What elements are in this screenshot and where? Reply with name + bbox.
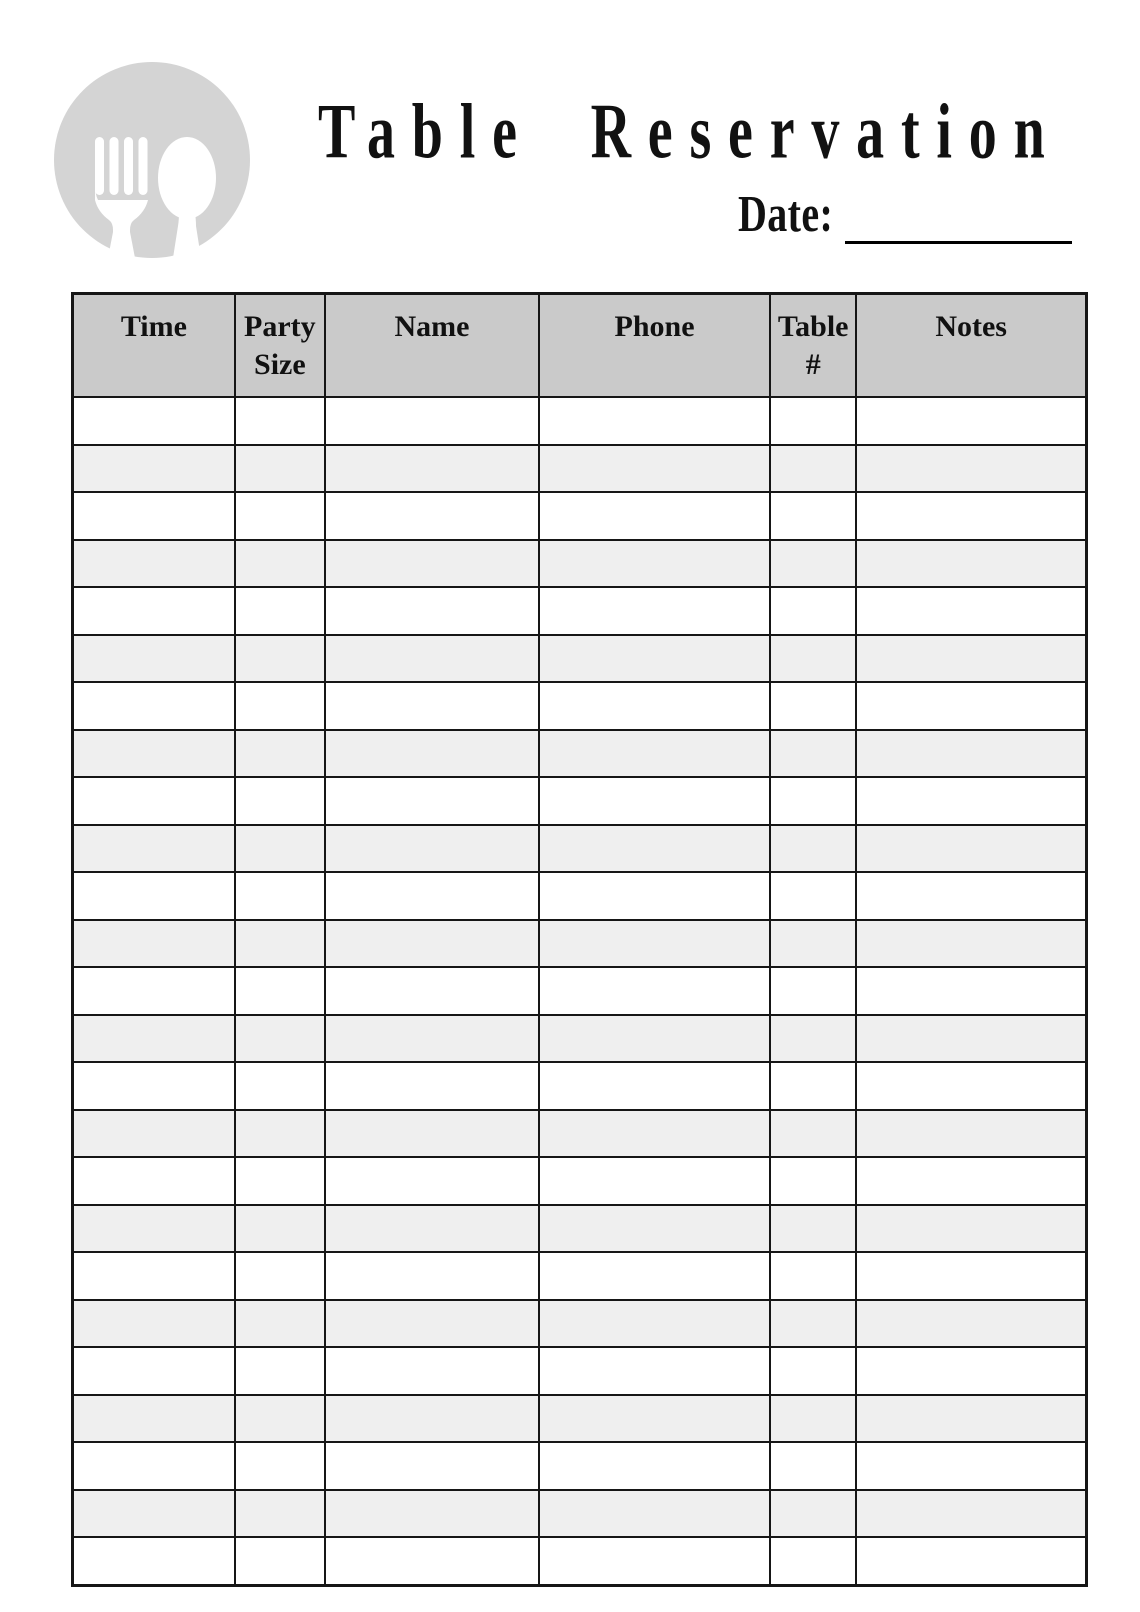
table-cell [325, 730, 539, 778]
table-cell [235, 1395, 325, 1443]
table-cell [856, 1062, 1086, 1110]
table-cell [73, 1442, 235, 1490]
table-cell [856, 1157, 1086, 1205]
table-row [73, 1347, 1087, 1395]
table-cell [770, 967, 856, 1015]
table-row [73, 445, 1087, 493]
page-title: Table Reservation [318, 88, 1062, 176]
table-cell [235, 1205, 325, 1253]
table-cell [235, 635, 325, 683]
table-cell [235, 397, 325, 445]
table-cell [235, 1062, 325, 1110]
table-row [73, 1062, 1087, 1110]
table-cell [770, 1205, 856, 1253]
table-cell [325, 1347, 539, 1395]
table-cell [770, 1347, 856, 1395]
table-cell [856, 635, 1086, 683]
table-cell [856, 1205, 1086, 1253]
table-cell [856, 1347, 1086, 1395]
table-cell [235, 445, 325, 493]
table-cell [539, 682, 770, 730]
table-cell [73, 1300, 235, 1348]
table-cell [770, 1062, 856, 1110]
table-cell [539, 1110, 770, 1158]
table-row [73, 492, 1087, 540]
table-row [73, 1300, 1087, 1348]
table-cell [235, 1442, 325, 1490]
table-row [73, 587, 1087, 635]
table-cell [770, 492, 856, 540]
table-cell [539, 872, 770, 920]
table-row [73, 635, 1087, 683]
table-cell [770, 1252, 856, 1300]
column-header-table-num: Table # [770, 294, 856, 398]
table-cell [770, 1110, 856, 1158]
table-cell [325, 1110, 539, 1158]
table-row [73, 1157, 1087, 1205]
table-cell [235, 777, 325, 825]
table-cell [539, 1537, 770, 1585]
table-cell [770, 1537, 856, 1585]
table-cell [235, 1110, 325, 1158]
reservation-table-body [73, 397, 1087, 1585]
table-cell [325, 635, 539, 683]
table-cell [539, 967, 770, 1015]
table-cell [73, 492, 235, 540]
table-cell [539, 445, 770, 493]
table-cell [235, 730, 325, 778]
table-cell [770, 1395, 856, 1443]
reservation-table-header [73, 294, 1087, 398]
table-row [73, 540, 1087, 588]
table-cell [856, 730, 1086, 778]
table-cell [539, 777, 770, 825]
table-cell [539, 1300, 770, 1348]
table-cell [325, 1062, 539, 1110]
table-cell [770, 1442, 856, 1490]
table-cell [539, 1347, 770, 1395]
table-cell [770, 682, 856, 730]
table-cell [770, 587, 856, 635]
table-cell [856, 967, 1086, 1015]
table-cell [73, 635, 235, 683]
table-cell [73, 445, 235, 493]
table-cell [856, 1252, 1086, 1300]
table-cell [770, 397, 856, 445]
table-cell [325, 967, 539, 1015]
table-cell [325, 872, 539, 920]
table-row [73, 1205, 1087, 1253]
table-row [73, 872, 1087, 920]
table-cell [539, 1252, 770, 1300]
table-cell [770, 1300, 856, 1348]
table-cell [235, 1157, 325, 1205]
table-row [73, 825, 1087, 873]
table-cell [770, 920, 856, 968]
table-row [73, 1537, 1087, 1585]
table-cell [856, 492, 1086, 540]
table-cell [770, 777, 856, 825]
table-cell [539, 730, 770, 778]
table-cell [325, 1157, 539, 1205]
table-cell [539, 1157, 770, 1205]
table-cell [539, 1442, 770, 1490]
table-cell [856, 777, 1086, 825]
table-cell [73, 920, 235, 968]
table-cell [539, 635, 770, 683]
table-cell [770, 1490, 856, 1538]
table-cell [856, 540, 1086, 588]
table-cell [73, 777, 235, 825]
table-cell [856, 1110, 1086, 1158]
table-cell [856, 825, 1086, 873]
table-cell [539, 492, 770, 540]
table-cell [856, 920, 1086, 968]
table-cell [539, 920, 770, 968]
table-cell [325, 1442, 539, 1490]
table-cell [856, 1490, 1086, 1538]
table-cell [325, 587, 539, 635]
table-cell [325, 492, 539, 540]
table-cell [73, 540, 235, 588]
table-cell [73, 1062, 235, 1110]
table-cell [73, 967, 235, 1015]
header-row [73, 294, 1087, 398]
table-cell [235, 920, 325, 968]
table-cell [856, 587, 1086, 635]
table-cell [73, 587, 235, 635]
table-cell [325, 1252, 539, 1300]
table-cell [73, 682, 235, 730]
table-cell [235, 587, 325, 635]
table-row [73, 682, 1087, 730]
table-cell [235, 967, 325, 1015]
table-cell [770, 730, 856, 778]
table-cell [73, 1347, 235, 1395]
table-cell [856, 397, 1086, 445]
table-cell [856, 872, 1086, 920]
table-cell [325, 920, 539, 968]
table-cell [539, 1205, 770, 1253]
table-row [73, 967, 1087, 1015]
reservation-table [71, 292, 1088, 1587]
table-cell [856, 1537, 1086, 1585]
table-row [73, 1395, 1087, 1443]
table-cell [539, 397, 770, 445]
table-cell [856, 1300, 1086, 1348]
table-cell [73, 872, 235, 920]
table-cell [73, 1110, 235, 1158]
table-cell [325, 1015, 539, 1063]
table-cell [73, 1252, 235, 1300]
table-row [73, 1110, 1087, 1158]
table-row [73, 397, 1087, 445]
table-cell [539, 1395, 770, 1443]
table-cell [856, 682, 1086, 730]
table-cell [235, 1347, 325, 1395]
table-cell [539, 540, 770, 588]
table-row [73, 1015, 1087, 1063]
table-cell [325, 825, 539, 873]
date-blank-line [845, 199, 1072, 244]
table-cell [539, 825, 770, 873]
column-header-time: Time [73, 294, 235, 398]
table-cell [235, 1537, 325, 1585]
table-cell [73, 1395, 235, 1443]
table-cell [539, 1015, 770, 1063]
table-cell [770, 1015, 856, 1063]
table-cell [73, 1490, 235, 1538]
table-cell [73, 1205, 235, 1253]
date-row [738, 184, 1072, 244]
table-cell [539, 587, 770, 635]
table-cell [325, 540, 539, 588]
table-cell [235, 682, 325, 730]
column-header-party-size: Party Size [235, 294, 325, 398]
table-cell [325, 1490, 539, 1538]
table-cell [73, 1015, 235, 1063]
table-cell [73, 730, 235, 778]
column-header-phone: Phone [539, 294, 770, 398]
table-cell [73, 397, 235, 445]
table-cell [73, 1157, 235, 1205]
table-row [73, 730, 1087, 778]
table-cell [325, 1537, 539, 1585]
table-cell [235, 1015, 325, 1063]
table-cell [856, 1395, 1086, 1443]
table-cell [235, 492, 325, 540]
table-cell [539, 1062, 770, 1110]
table-cell [325, 777, 539, 825]
table-cell [325, 682, 539, 730]
table-cell [770, 1157, 856, 1205]
table-row [73, 1252, 1087, 1300]
table-cell [770, 872, 856, 920]
table-cell [235, 872, 325, 920]
table-cell [856, 1442, 1086, 1490]
table-cell [325, 1205, 539, 1253]
table-cell [770, 635, 856, 683]
table-cell [856, 1015, 1086, 1063]
table-cell [770, 825, 856, 873]
table-cell [325, 445, 539, 493]
table-cell [235, 1252, 325, 1300]
table-cell [770, 540, 856, 588]
table-cell [856, 445, 1086, 493]
table-cell [235, 825, 325, 873]
table-cell [325, 1300, 539, 1348]
column-header-name: Name [325, 294, 539, 398]
table-cell [73, 825, 235, 873]
table-cell [235, 1300, 325, 1348]
column-header-notes: Notes [856, 294, 1086, 398]
table-cell [73, 1537, 235, 1585]
table-cell [539, 1490, 770, 1538]
fork-spoon-logo [50, 62, 256, 264]
date-label: Date: [738, 184, 834, 243]
table-cell [325, 397, 539, 445]
table-cell [235, 540, 325, 588]
table-row [73, 1490, 1087, 1538]
table-cell [770, 445, 856, 493]
table-cell [235, 1490, 325, 1538]
table-row [73, 777, 1087, 825]
table-row [73, 920, 1087, 968]
table-row [73, 1442, 1087, 1490]
table-cell [325, 1395, 539, 1443]
